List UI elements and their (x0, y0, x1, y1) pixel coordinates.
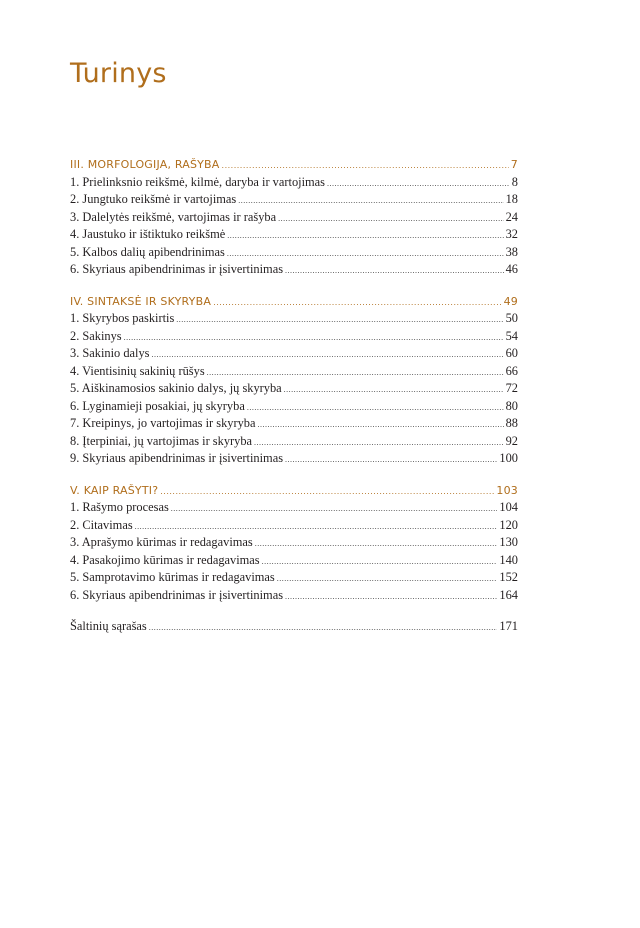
toc-heading-label: IV. SINTAKSĖ IR SKYRYBA (70, 294, 212, 308)
toc-entry[interactable] (70, 415, 518, 433)
toc-entry[interactable] (70, 534, 518, 552)
dot-leader (213, 294, 502, 312)
toc-section-heading[interactable] (70, 482, 518, 500)
toc-heading-label: III. MORFOLOGIJA, RAŠYBA (70, 158, 220, 171)
dot-leader (327, 175, 510, 193)
toc-entry-label: 8. Įterpiniai, jų vartojimas ir skyryba (70, 433, 253, 448)
toc-entry-label: 4. Pasakojimo kūrimas ir redagavimas (70, 552, 260, 567)
toc-page-number: 140 (499, 552, 518, 567)
toc-page-number: 164 (499, 587, 518, 602)
toc-section-heading[interactable] (70, 293, 518, 311)
toc-page-number: 60 (505, 346, 518, 360)
toc-entry[interactable] (70, 398, 518, 416)
toc-entry-label: 2. Sakinys (70, 328, 122, 343)
toc-entry[interactable] (70, 191, 518, 209)
dot-leader (238, 192, 503, 210)
toc-entry-label: Šaltinių sąrašas (70, 619, 147, 633)
table-of-contents (70, 156, 518, 650)
toc-page-number: 32 (505, 227, 518, 241)
toc-page-number: 103 (496, 483, 518, 497)
toc-entry[interactable] (70, 499, 518, 517)
dot-leader (135, 518, 498, 536)
toc-entry-label: 2. Jungtuko reikšmė ir vartojimas (70, 192, 237, 206)
dot-leader (247, 399, 504, 417)
toc-entry[interactable] (70, 433, 518, 451)
toc-page-number: 104 (499, 500, 518, 514)
toc-entry-label: 5. Samprotavimo kūrimas ir redagavimas (70, 570, 275, 584)
dot-leader (160, 483, 494, 501)
dot-leader (124, 329, 504, 347)
toc-entry-label: 6. Skyriaus apibendrinimas ir įsivertinimas (70, 262, 284, 276)
toc-entry-label: 4. Vientisinių sakinių rūšys (70, 363, 205, 378)
toc-page-number: 120 (499, 517, 518, 532)
dot-leader (152, 346, 504, 364)
toc-page-number: 54 (505, 328, 518, 343)
toc-section-heading[interactable] (70, 156, 518, 174)
dot-leader (278, 210, 504, 228)
dot-leader (254, 434, 504, 452)
toc-section-sintakse (70, 293, 518, 468)
toc-entry-label: 3. Aprašymo kūrimas ir redagavimas (70, 535, 253, 549)
toc-entry[interactable] (70, 174, 518, 192)
dot-leader (285, 451, 497, 469)
toc-entry[interactable] (70, 345, 518, 363)
toc-entry[interactable] (70, 380, 518, 398)
toc-entry-label: 5. Kalbos dalių apibendrinimas (70, 244, 225, 259)
toc-entry[interactable] (70, 618, 518, 636)
toc-page-number: 8 (511, 174, 518, 189)
toc-page-number: 38 (505, 244, 518, 259)
toc-section-saltiniai (70, 618, 518, 636)
dot-leader (285, 588, 497, 606)
toc-entry[interactable] (70, 209, 518, 227)
toc-page-number: 100 (499, 451, 518, 465)
toc-page-number: 7 (510, 158, 518, 171)
toc-entry[interactable] (70, 244, 518, 262)
toc-entry-label: 2. Citavimas (70, 517, 133, 532)
toc-page-number: 171 (499, 619, 518, 633)
dot-leader (258, 416, 504, 434)
toc-entry[interactable] (70, 552, 518, 570)
dot-leader (227, 245, 504, 263)
toc-page-number: 46 (505, 262, 518, 276)
toc-entry-label: 6. Skyriaus apibendrinimas ir įsivertinimas (70, 587, 284, 602)
toc-page-number: 152 (499, 570, 518, 584)
toc-entry-label: 1. Skyrybos paskirtis (70, 311, 175, 325)
toc-entry-label: 3. Dalelytės reikšmė, vartojimas ir rašyba (70, 209, 277, 224)
toc-entry[interactable] (70, 450, 518, 468)
toc-entry-label: 4. Jaustuko ir ištiktuko reikšmė (70, 227, 226, 241)
dot-leader (171, 500, 498, 518)
toc-entry-label: 1. Prielinksnio reikšmė, kilmė, daryba ir vartojimas (70, 174, 325, 189)
dot-leader (277, 570, 498, 588)
toc-entry[interactable] (70, 261, 518, 279)
dot-leader (176, 311, 503, 329)
toc-page-number: 49 (503, 294, 518, 308)
toc-entry-label: 6. Lyginamieji posakiai, jų skyryba (70, 398, 245, 413)
dot-leader (227, 227, 503, 245)
toc-entry[interactable] (70, 569, 518, 587)
toc-page-number: 18 (505, 192, 518, 206)
dot-leader (207, 364, 504, 382)
dot-leader (222, 157, 509, 175)
toc-section-morfologija (70, 156, 518, 279)
toc-entry-label: 9. Skyriaus apibendrinimas ir įsivertinimas (70, 451, 284, 465)
toc-page-number: 88 (505, 416, 518, 430)
toc-entry[interactable] (70, 226, 518, 244)
toc-page-number: 66 (505, 363, 518, 378)
dot-leader (284, 381, 504, 399)
toc-section-kaip-rasyti (70, 482, 518, 605)
dot-leader (262, 553, 498, 571)
toc-page-number: 130 (499, 535, 518, 549)
toc-entry-label: 5. Aiškinamosios sakinio dalys, jų skyryba (70, 381, 282, 395)
toc-entry-label: 1. Rašymo procesas (70, 500, 169, 514)
toc-heading-label: V. KAIP RAŠYTI? (70, 483, 159, 497)
toc-entry[interactable] (70, 517, 518, 535)
dot-leader (255, 535, 498, 553)
toc-page-number: 72 (505, 381, 518, 395)
toc-entry-label: 7. Kreipinys, jo vartojimas ir skyryba (70, 416, 256, 430)
toc-page-number: 50 (505, 311, 518, 325)
toc-page-number: 92 (505, 433, 518, 448)
toc-page-number: 24 (505, 209, 518, 224)
toc-page-number: 80 (505, 398, 518, 413)
toc-entry[interactable] (70, 328, 518, 346)
dot-leader (149, 619, 498, 637)
dot-leader (285, 262, 504, 280)
toc-entry[interactable] (70, 363, 518, 381)
page-title: Turinys (70, 58, 167, 89)
toc-entry-label: 3. Sakinio dalys (70, 346, 150, 360)
toc-entry[interactable] (70, 310, 518, 328)
toc-entry[interactable] (70, 587, 518, 605)
